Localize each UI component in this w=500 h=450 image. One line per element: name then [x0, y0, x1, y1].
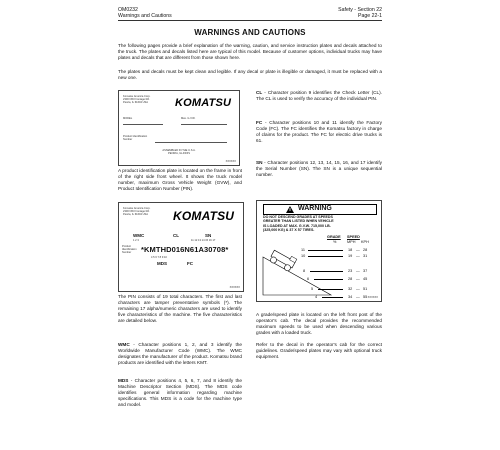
plate2-address: Komatsu America Corp. 2300 NW Frontage Rd. Peoria, IL 61604 USA: [123, 207, 151, 217]
cl-description: CL - Character position 9 identifies the Check Letter (CL). The CL is used to verify the accuracy of the individual PIN.: [256, 90, 382, 101]
warning-triangle-icon: [286, 206, 294, 213]
doc-section: Warnings and Cautions: [118, 13, 172, 19]
kph-value: 55: [363, 295, 368, 299]
pin-description: The PIN consists of 19 total characters. The first and last characters are tamper preventative symbols (*). The remaining 17 alpha/numeric characters are used to identify five characteristics of the machine. The five characteristics are detailed below.: [118, 294, 242, 323]
page-number: Page 22-1: [358, 13, 382, 19]
wmc-description: WMC - Character positions 1, 2, and 3 identify the Worldwide Manufacturer Code (WMC). The WMC designates the manufacturer of the product. Komatsu brand products are identified with the letters KMT.: [118, 342, 242, 365]
decal-ref: XXXXXX: [367, 295, 378, 299]
grade-speed-decal: [256, 200, 382, 302]
grade-leader-line: [322, 297, 343, 298]
plate1-caption: A product identification plate is located on the frame in front of the right side front wheel. It shows the truck model number, maximum Gross Vehicle Weight (GVW), and Product Identification Number (PIN).: [118, 168, 242, 191]
sn-label: SN: [205, 233, 212, 238]
product-id-plate-figure: [118, 90, 240, 166]
mph-value: 23: [348, 269, 353, 273]
mph-value: 32: [348, 287, 353, 291]
section-label: Safety - Section 22: [338, 7, 382, 13]
fc-description: FC - Character positions 10 and 11 identify the Factory Code (FC). The FC identifies the Komatsu factory in charge of claims for the product. The FC for electric drive trucks is 61.: [256, 120, 382, 143]
cl-label: CL: [173, 233, 179, 238]
mds-description: MDS - Character positions 4, 5, 6, 7, and 8 identify the Machine Descriptor Section (MDS). The MDS code identifies general information regarding machine specifications. This MDS is a code for the machine type and model.: [118, 378, 242, 407]
mph-value: 28: [348, 277, 353, 281]
page-title: WARNINGS AND CAUTIONS: [194, 28, 306, 37]
plate2-ref: XXXXXX: [229, 285, 240, 289]
digits-top-left: 1 2 3: [133, 239, 139, 242]
warning-heading: WARNING: [298, 205, 332, 212]
kph-value: 45: [363, 277, 368, 281]
speed-dash: —: [356, 248, 360, 252]
grade-leader-line: [318, 289, 343, 290]
grade-value: 4: [315, 295, 318, 299]
pin-value: *KMTHD016N61A30708*: [141, 245, 229, 254]
speed-dash: —: [356, 295, 360, 299]
speed-header: SPEED: [347, 235, 360, 239]
speed-dash: —: [356, 269, 360, 273]
mph-value: 34: [348, 295, 353, 299]
plate1-address: Komatsu America Corp. 2300 NW Frontage Rd. Peoria, IL 61604 USA: [123, 95, 151, 105]
grade-value: 5: [311, 287, 314, 291]
speed-dash: —: [356, 254, 360, 258]
plate1-model-label: MODEL: [123, 117, 133, 120]
grade-leader-line: [314, 279, 343, 280]
grade-value: 8: [303, 269, 306, 273]
plate1-ref: XXXXXX: [225, 159, 236, 163]
plate1-gvw-label: Max. G.V.W.: [181, 117, 196, 120]
refer-decal-note: Refer to the decal in the operator's cab for the correct guidelines. Grade/speed plates may vary with optional truck equipment.: [256, 342, 382, 359]
warning-banner: [263, 204, 377, 215]
komatsu-logo-2: KOMATSU: [173, 209, 235, 223]
mph-value: 18: [348, 248, 353, 252]
plate2-pin-label: Product Identification Number: [122, 245, 137, 255]
sn-description: SN - Character positions 12, 13, 14, 15, 16, and 17 identify the Serial Number (SN). The SN is a unique sequential number.: [256, 160, 382, 177]
grade-leader-line: [308, 256, 343, 257]
mph-header: MPH: [347, 240, 356, 244]
digits-bottom: 4 5 6 7 8 9 10: [151, 256, 167, 259]
kph-header: KPH: [361, 240, 369, 244]
header-rule: [118, 20, 382, 21]
intro-paragraph-2: The plates and decals must be kept clean and legible. If any decal or plate is illegible or damaged, it must be replaced with a new one.: [118, 69, 382, 80]
kph-value: 31: [363, 254, 368, 258]
grade-plate-description: A grade/speed plate is located on the left front post of the operator's cab. The decal provides the recommended maximum speeds to be used when descending various grades with a loaded truck.: [256, 312, 382, 335]
grade-header: GRADE: [327, 235, 341, 239]
wmc-label: WMC: [133, 233, 145, 238]
digits-top-right: 11 12 13 14 15 16 17: [191, 239, 216, 242]
kph-value: 37: [363, 269, 368, 273]
pin-plate-figure: [118, 202, 244, 292]
komatsu-logo: KOMATSU: [175, 97, 232, 109]
plate1-footer: ASSEMBLED IN THE U.S.A. PEORIA, ILLINOIS: [162, 149, 196, 156]
doc-id: OM0232: [118, 7, 138, 13]
plate1-pin-label: Product Identification Number: [123, 135, 148, 142]
mph-value: 19: [348, 254, 353, 258]
kph-value: 51: [363, 287, 368, 291]
grade-leader-line: [310, 271, 343, 272]
fc-label: FC: [187, 261, 193, 266]
grade-value: 6: [307, 277, 310, 281]
intro-paragraph-1: The following pages provide a brief explanation of the warning, caution, and service instruction plates and decals attached to the truck. The plates and decals listed here are typical of this model. Because of customer options, individual trucks may have plates and decals that are different from those shown here.: [118, 43, 382, 60]
mds-label: MDS: [157, 261, 167, 266]
grade-value: 11: [301, 248, 305, 252]
kph-value: 28: [363, 248, 368, 252]
speed-dash: —: [356, 277, 360, 281]
pct-header: %: [333, 240, 337, 244]
speed-dash: —: [356, 287, 360, 291]
warning-text: DO NOT DESCEND GRADES AT SPEEDS GREATER THAN LISTED WHEN VEHICLE IS LOADED AT MAX. G.V.W. 715,000 LB. (325,000 KG) & 37 X 57 TIRES.: [263, 215, 334, 232]
grade-value: 10: [301, 254, 306, 258]
grade-leader-line: [308, 250, 343, 251]
